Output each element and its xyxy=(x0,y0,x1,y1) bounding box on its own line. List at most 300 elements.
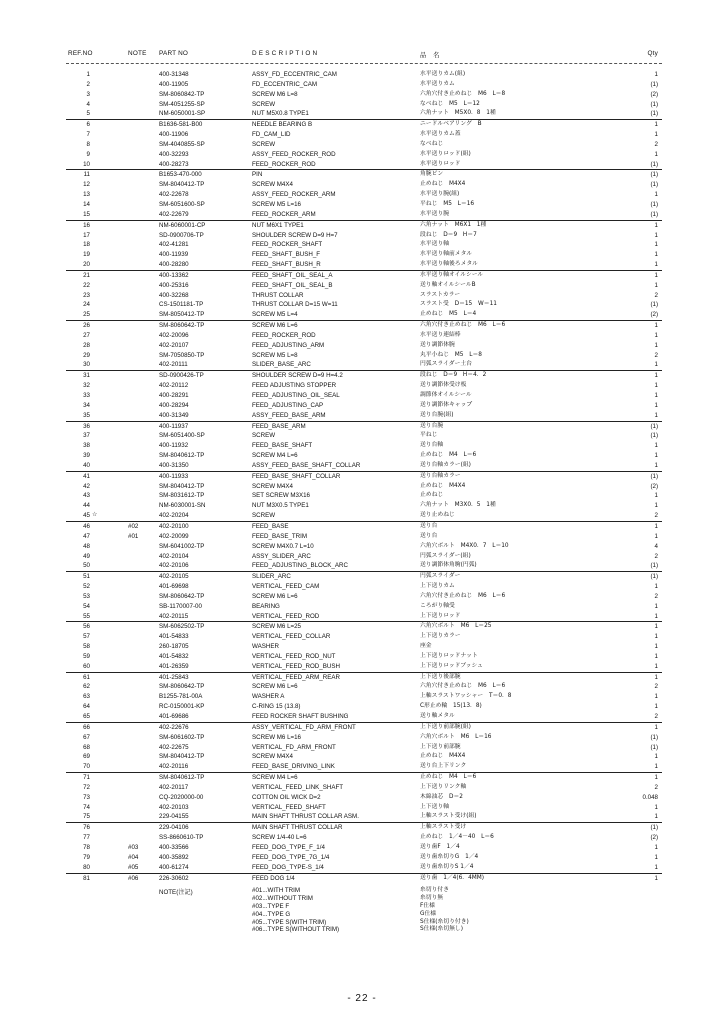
ref-number: 56 xyxy=(83,623,90,631)
header-ref: REF.NO xyxy=(68,50,93,57)
ref-number: 26 xyxy=(83,322,90,330)
description: ASSY_FEED_BASE_SHAFT_COLLAR xyxy=(252,461,361,469)
table-row xyxy=(66,772,662,783)
table-row xyxy=(66,109,662,119)
part-number: 400-28291 xyxy=(159,392,189,399)
japanese-name: ニードルベアリング B xyxy=(420,121,482,128)
note-code: #01 xyxy=(128,532,139,540)
japanese-name: スラストカラー xyxy=(420,291,461,298)
parts-list xyxy=(66,48,662,947)
description: FEED ROCKER SHAFT BUSHING xyxy=(252,713,349,720)
japanese-name: 水平送りカム(組) xyxy=(420,71,466,77)
ref-number: 68 xyxy=(83,743,90,751)
japanese-name: 水平送り腕 xyxy=(420,210,449,217)
table-row xyxy=(66,421,662,432)
description: SHOULDER SCREW D=9 H=4.2 xyxy=(252,372,343,380)
quantity: 1 xyxy=(654,522,658,530)
japanese-name: 止めねじ M5 L＝4 xyxy=(420,311,477,318)
ref-number: 72 xyxy=(83,783,90,791)
table-row xyxy=(66,783,662,793)
note-description: #01...WITH TRIM xyxy=(252,887,301,895)
part-number: 229-04106 xyxy=(159,824,189,832)
note-japanese: S仕様(糸切無し) xyxy=(420,926,463,933)
part-number: NM-6060001-CP xyxy=(159,221,206,229)
note-japanese: S仕様(糸切り付き) xyxy=(420,918,469,925)
quantity: (2) xyxy=(650,90,658,98)
ref-number: 65 xyxy=(83,713,90,720)
table-row xyxy=(66,692,662,702)
japanese-name: 丸平小ねじ M5 L＝8 xyxy=(420,351,482,358)
description: SCREW M6 L=6 xyxy=(252,592,298,600)
part-number: SM-8050412-TP xyxy=(159,311,205,319)
note-code: #03 xyxy=(128,843,139,851)
description: FEED ADJUSTING STOPPER xyxy=(252,382,337,390)
quantity: 1 xyxy=(654,221,658,229)
ref-number: 41 xyxy=(83,472,90,480)
quantity: 2 xyxy=(654,683,658,691)
part-number: 226-30602 xyxy=(159,874,189,882)
description: FEED_SHAFT_BUSH_F xyxy=(252,251,321,259)
table-row xyxy=(66,712,662,722)
quantity: 1 xyxy=(654,874,658,882)
ref-number: 18 xyxy=(83,241,90,249)
quantity: 1 xyxy=(654,633,658,641)
japanese-name: 平ねじ M5 L＝16 xyxy=(420,200,475,207)
part-number: 400-11933 xyxy=(159,472,189,480)
ref-number: 28 xyxy=(83,341,90,349)
description: WASHER xyxy=(252,643,279,651)
ref-number: 71 xyxy=(83,774,90,782)
part-number: 400-31349 xyxy=(159,411,189,419)
ref-number: 78 xyxy=(83,843,90,851)
description: FEED_ROCKER_ROD xyxy=(252,160,316,168)
ref-number: 32 xyxy=(83,382,90,390)
part-number: NM-6050001-SP xyxy=(159,110,206,118)
table-row xyxy=(66,250,662,260)
quantity: (1) xyxy=(650,472,658,480)
table-row xyxy=(66,471,662,482)
quantity: 1 xyxy=(654,382,658,390)
part-number: 400-32293 xyxy=(159,150,189,158)
ref-number: 58 xyxy=(83,643,90,651)
part-number: 402-20104 xyxy=(159,552,189,560)
part-number: 400-35892 xyxy=(159,853,189,861)
japanese-name: 上軸スラスト受け(組) xyxy=(420,813,477,820)
note-code: #02 xyxy=(128,522,139,530)
note-japanese: 糸切り付き xyxy=(420,887,449,894)
ref-number: 38 xyxy=(83,442,90,450)
part-number: SM-6061602-TP xyxy=(159,733,205,741)
table-row xyxy=(66,451,662,461)
part-number: SM-7050850-TP xyxy=(159,351,205,359)
quantity: (1) xyxy=(650,562,658,570)
japanese-name: 水平送り腕(組) xyxy=(420,191,460,198)
table-row xyxy=(66,733,662,743)
description: MAIN SHAFT THRUST COLLAR ASM. xyxy=(252,813,359,821)
table-row xyxy=(66,602,662,612)
ref-number: 34 xyxy=(83,401,90,409)
description: SCREW xyxy=(252,100,276,108)
table-row xyxy=(66,752,662,762)
ref-number: 64 xyxy=(83,703,90,711)
ref-number: 37 xyxy=(83,432,90,440)
quantity: 2 xyxy=(654,552,658,560)
part-number: 400-28273 xyxy=(159,160,189,168)
quantity: 1 xyxy=(654,502,658,510)
description: THRUST COLLAR D=15 W=11 xyxy=(252,301,338,309)
table-row xyxy=(66,220,662,231)
description: THRUST COLLAR xyxy=(252,291,304,299)
table-row xyxy=(66,582,662,592)
quantity: 2 xyxy=(654,351,658,359)
part-number: SM-6051600-SP xyxy=(159,200,205,208)
japanese-name: 角腕ピン xyxy=(420,171,444,178)
description: SCREW xyxy=(252,432,276,440)
ref-number: 31 xyxy=(83,372,90,380)
table-row xyxy=(66,812,662,822)
japanese-name: 六角ナット M3X0．5 1種 xyxy=(420,502,496,509)
table-row xyxy=(66,642,662,652)
japanese-name: 六角穴付き止めねじ M6 L＝6 xyxy=(420,683,506,690)
part-number: 402-22679 xyxy=(159,210,189,218)
ref-number: 77 xyxy=(83,834,90,842)
japanese-name: 六角穴ボルト M6 L＝16 xyxy=(420,733,492,740)
japanese-name: C形止め輪 15(13．8) xyxy=(420,703,482,710)
note-japanese: F仕様 xyxy=(420,902,435,909)
quantity: 1 xyxy=(654,461,658,469)
ref-number: 47 xyxy=(83,532,90,540)
japanese-name: 送り歯F 1／4 xyxy=(420,843,460,850)
description: SLIDER_BASE_ARC xyxy=(252,361,311,369)
quantity: (1) xyxy=(650,824,658,832)
japanese-name: 六角ナット M5X0．8 1種 xyxy=(420,110,496,117)
japanese-name: 送り台軸カラー(組) xyxy=(420,461,471,468)
japanese-name: 送り台上下リンク xyxy=(420,763,467,770)
ref-number: 30 xyxy=(83,361,90,369)
table-row xyxy=(66,200,662,210)
table-row xyxy=(66,542,662,552)
ref-number: 3 xyxy=(86,90,90,98)
japanese-name: 六角穴付き止めねじ M6 L＝6 xyxy=(420,592,506,599)
part-number: 400-32268 xyxy=(159,291,189,299)
ref-number: 10 xyxy=(83,160,90,168)
quantity: (1) xyxy=(650,100,658,108)
description: SCREW M5 L=8 xyxy=(252,351,298,359)
ref-number: 2 xyxy=(86,80,90,88)
japanese-name: 止めねじ M4X4 xyxy=(420,181,466,188)
description: BEARING xyxy=(252,602,280,610)
quantity: 1 xyxy=(654,71,658,78)
description: NEEDLE BEARING B xyxy=(252,121,313,129)
part-number: 400-33566 xyxy=(159,843,189,851)
ref-number: 7 xyxy=(86,131,90,139)
description: SCREW xyxy=(252,140,276,148)
description: VERTICAL_FEED_SHAFT xyxy=(252,803,326,811)
quantity: 1 xyxy=(654,602,658,610)
ref-number: 11 xyxy=(83,171,90,179)
table-row xyxy=(66,833,662,843)
quantity: 1 xyxy=(654,673,658,681)
ref-number: 5 xyxy=(86,110,90,118)
part-number: 400-11932 xyxy=(159,442,189,450)
quantity: (1) xyxy=(650,181,658,189)
japanese-name: 上下送りロッド xyxy=(420,612,461,619)
part-number: SS-8660610-TP xyxy=(159,834,204,842)
part-number: 402-20099 xyxy=(159,532,189,540)
japanese-name: 水平送りカム xyxy=(420,80,455,87)
table-row xyxy=(66,130,662,140)
quantity: 2 xyxy=(654,140,658,148)
part-number: 402-20112 xyxy=(159,382,189,390)
note-description: #05...TYPE S(WITH TRIM) xyxy=(252,918,327,926)
table-row xyxy=(66,662,662,672)
ref-number: 73 xyxy=(83,793,90,801)
ref-number: 12 xyxy=(83,181,90,189)
japanese-name: なべねじ xyxy=(420,140,444,147)
part-number: 402-41281 xyxy=(159,241,189,249)
quantity: (1) xyxy=(650,80,658,88)
header-part: PART NO xyxy=(159,50,189,57)
part-number: 402-22675 xyxy=(159,743,189,751)
quantity: 1 xyxy=(654,652,658,660)
table-row xyxy=(66,441,662,451)
note-code: #04 xyxy=(128,853,139,861)
description: FEED_ADJUSTING_BLOCK_ARC xyxy=(252,562,348,570)
description: SCREW M6 L=25 xyxy=(252,623,302,631)
description: VERTICAL_FEED_LINK_SHAFT xyxy=(252,783,344,791)
table-row xyxy=(66,552,662,562)
description: FEED_DOG_TYPE_7G_1/4 xyxy=(252,853,330,861)
ref-number: 75 xyxy=(83,813,90,821)
ref-number: 13 xyxy=(83,191,90,199)
table-row xyxy=(66,351,662,361)
table-row xyxy=(66,762,662,772)
description: FEED DOG 1/4 xyxy=(252,874,295,882)
quantity: 1 xyxy=(654,723,658,731)
quantity: 2 xyxy=(654,783,658,791)
quantity: 1 xyxy=(654,813,658,821)
note-code: #06 xyxy=(128,874,139,882)
quantity: 1 xyxy=(654,191,658,199)
table-row xyxy=(66,391,662,401)
ref-number: 43 xyxy=(83,492,90,500)
description: SLIDER_ARC xyxy=(252,573,291,581)
description: FEED_SHAFT_BUSH_R xyxy=(252,261,321,269)
part-number: 402-20096 xyxy=(159,331,189,339)
part-number: 400-25316 xyxy=(159,281,189,289)
part-number: SM-8040412-TP xyxy=(159,181,205,189)
table-row xyxy=(66,612,662,622)
table-row xyxy=(66,240,662,250)
table-row xyxy=(66,652,662,662)
description: FEED_ADJUSTING_CAP xyxy=(252,401,324,409)
quantity: (1) xyxy=(650,200,658,208)
quantity: 1 xyxy=(654,392,658,399)
quantity: 2 xyxy=(654,592,658,600)
japanese-name: 止めねじ M4 L＝6 xyxy=(420,452,477,459)
ref-number: 4 xyxy=(86,100,90,108)
japanese-name: 水平送り連結棒 xyxy=(420,331,461,338)
part-number: SD-0900706-TP xyxy=(159,231,204,239)
japanese-name: 送り調節体キャップ xyxy=(420,401,473,408)
table-row xyxy=(66,431,662,441)
ref-number: 54 xyxy=(83,602,90,610)
table-row xyxy=(66,260,662,270)
japanese-name: 水平送り軸後ろメタル xyxy=(420,261,478,268)
description: VERTICAL_FEED_ROD_NUT xyxy=(252,652,336,660)
ref-number: 55 xyxy=(83,612,90,620)
table-row xyxy=(66,140,662,150)
quantity: 2 xyxy=(654,512,658,520)
japanese-name: 円弧スライダー xyxy=(420,573,461,580)
ref-number: 52 xyxy=(83,583,90,591)
part-number: 401-26359 xyxy=(159,662,189,670)
quantity: 1 xyxy=(654,372,658,380)
ref-number: 6 xyxy=(86,121,90,129)
table-row xyxy=(66,320,662,331)
japanese-name: 水平送り軸 xyxy=(420,241,449,248)
japanese-name: 座金 xyxy=(420,643,432,650)
part-number: 402-22678 xyxy=(159,191,189,199)
part-number: 400-11905 xyxy=(159,80,189,88)
japanese-name: 円弧スライダー(組) xyxy=(420,552,471,559)
ref-number: 69 xyxy=(83,753,90,761)
part-number: 402-20106 xyxy=(159,562,189,570)
description: ASSY_FD_ECCENTRIC_CAM xyxy=(252,71,337,78)
part-number: 400-28280 xyxy=(159,261,189,269)
description: FEED_ADJUSTING_ARM xyxy=(252,341,325,349)
japanese-name: 木綿油芯 D＝2 xyxy=(420,793,463,800)
description: PIN xyxy=(252,171,263,179)
ref-number: 44 xyxy=(83,502,90,510)
japanese-name: 止めねじ xyxy=(420,492,444,499)
description: FEED_SHAFT_OIL_SEAL_A xyxy=(252,271,333,279)
quantity: 1 xyxy=(654,131,658,139)
description: FEED_BASE_DRIVING_LINK xyxy=(252,763,335,771)
quantity: (1) xyxy=(650,743,658,751)
description: FEED_BASE xyxy=(252,522,289,530)
japanese-name: スラスト受 D＝15 W＝11 xyxy=(420,301,497,308)
description: SCREW M4X4 xyxy=(252,181,293,189)
quantity: 1 xyxy=(654,411,658,419)
ref-number: 62 xyxy=(83,683,90,691)
quantity: (1) xyxy=(650,422,658,430)
table-row xyxy=(66,482,662,492)
table-row xyxy=(66,853,662,863)
part-number: 402-20105 xyxy=(159,573,189,581)
ref-number: 42 xyxy=(83,482,90,490)
japanese-name: 送り調節体角駒(円弧) xyxy=(420,562,477,569)
header-qty: Qty xyxy=(647,50,658,57)
quantity: 1 xyxy=(654,693,658,701)
description: SCREW M5 L=4 xyxy=(252,311,298,319)
japanese-name: 上軸スラストワッシャー T＝0．8 xyxy=(420,693,512,700)
table-row xyxy=(66,119,662,130)
part-number: SB-1170007-00 xyxy=(159,602,202,610)
header-divider xyxy=(66,63,662,64)
japanese-name: 止めねじ M4X4 xyxy=(420,753,466,760)
part-number: 402-20204 xyxy=(159,512,189,520)
part-number: B1653-470-000 xyxy=(159,171,202,179)
japanese-name: 送り調節体腕 xyxy=(420,341,455,348)
description: SCREW M6 L=8 xyxy=(252,90,298,98)
table-row xyxy=(66,401,662,411)
table-row xyxy=(66,571,662,582)
table-row xyxy=(66,722,662,733)
japanese-name: 上下送りリンク軸 xyxy=(420,783,467,790)
ref-number: 9 xyxy=(86,150,90,158)
description: SCREW M4 L=6 xyxy=(252,452,298,460)
japanese-name: 止めねじ M4 L＝6 xyxy=(420,774,477,781)
description: MAIN SHAFT THRUST COLLAR xyxy=(252,824,343,832)
description: FEED_ROCKER_SHAFT xyxy=(252,241,323,249)
ref-number: 81 xyxy=(83,874,90,882)
quantity: 1 xyxy=(654,753,658,761)
part-number: SM-8060642-TP xyxy=(159,683,205,691)
japanese-name: 水平送り軸前メタル xyxy=(420,251,473,258)
part-number: 400-31350 xyxy=(159,461,189,469)
quantity: 1 xyxy=(654,442,658,450)
description: NUT M5X0.8 TYPE1 xyxy=(252,110,309,118)
quantity: 1 xyxy=(654,231,658,239)
ref-number: 8 xyxy=(86,140,90,148)
part-number: 401-69698 xyxy=(159,583,189,591)
quantity: 1 xyxy=(654,251,658,259)
ref-number: 46 xyxy=(83,522,90,530)
description: FD_ECCENTRIC_CAM xyxy=(252,80,317,88)
ref-number: 53 xyxy=(83,592,90,600)
description: WASHER A xyxy=(252,693,285,701)
quantity: 1 xyxy=(654,492,658,500)
description: SCREW 1/4-40 L=6 xyxy=(252,834,307,842)
ref-number: 45 xyxy=(83,512,90,520)
part-number: 400-28294 xyxy=(159,401,189,409)
table-row xyxy=(66,863,662,873)
table-row xyxy=(66,180,662,190)
quantity: 1 xyxy=(654,121,658,129)
ref-number: 79 xyxy=(83,853,90,861)
description: FEED_ROCKER_ROD xyxy=(252,331,316,339)
ref-number: 24 xyxy=(83,301,90,309)
table-row xyxy=(66,621,662,632)
japanese-name: 六角穴付き止めねじ M6 L＝6 xyxy=(420,322,506,329)
japanese-name: 平ねじ xyxy=(420,432,438,439)
japanese-name: 円弧スライダー土台 xyxy=(420,361,472,368)
quantity: 1 xyxy=(654,623,658,631)
japanese-name: 六角穴ボルト M6 L＝25 xyxy=(420,623,492,630)
part-number: SM-8031612-TP xyxy=(159,492,205,500)
part-number: 402-20116 xyxy=(159,763,189,771)
table-row xyxy=(66,370,662,381)
ref-number: 74 xyxy=(83,803,90,811)
table-row xyxy=(66,331,662,341)
description: VERTICAL_FEED_ARM_REAR xyxy=(252,673,340,681)
part-number: SM-8060642-TP xyxy=(159,592,205,600)
notes-label: NOTE(注記) xyxy=(159,889,193,897)
japanese-name: 送り台軸 xyxy=(420,442,444,449)
table-row xyxy=(66,381,662,391)
quantity: 1 xyxy=(654,452,658,460)
part-number: 402-20100 xyxy=(159,522,189,530)
quantity: (1) xyxy=(650,733,658,741)
japanese-name: 六角穴ボルト M4X0．7 L＝10 xyxy=(420,542,509,549)
part-number: SM-8060642-TP xyxy=(159,322,205,330)
table-row xyxy=(66,702,662,712)
japanese-name: 六角穴付き止めねじ M6 L＝8 xyxy=(420,90,506,97)
description: VERTICAL_FEED_ROD_BUSH xyxy=(252,662,340,670)
japanese-name: 送り台 xyxy=(420,522,438,529)
description: ASSY_FEED_ROCKER_ROD xyxy=(252,150,336,158)
